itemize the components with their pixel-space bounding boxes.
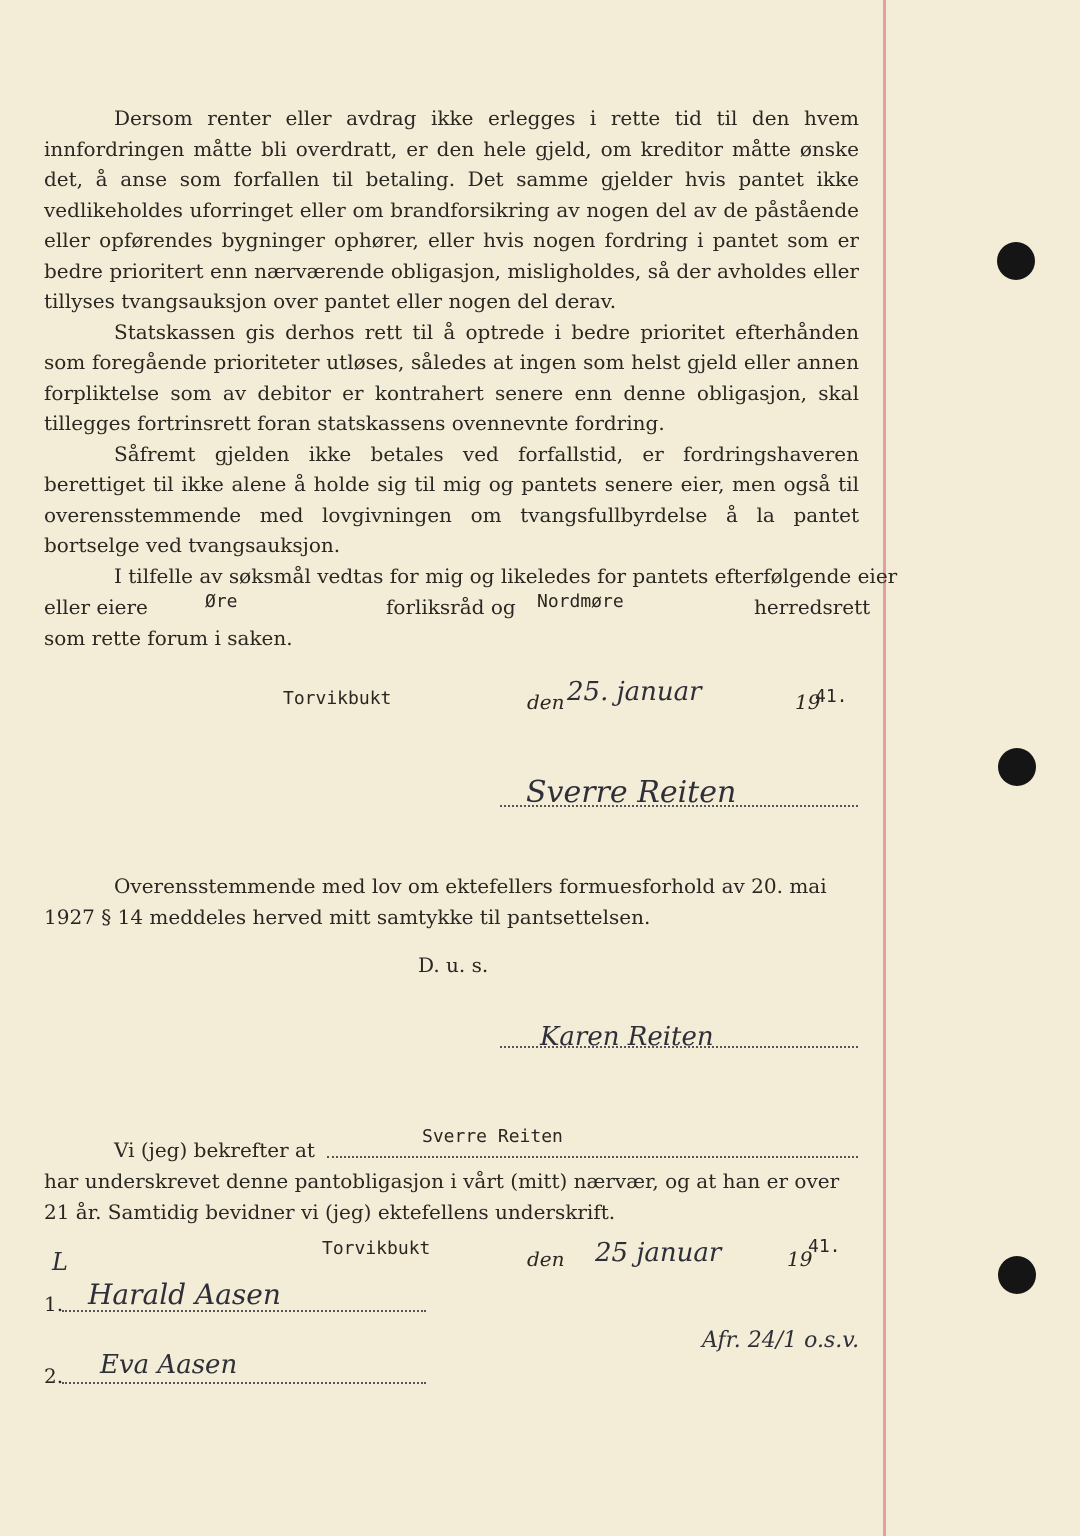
forum-line-3: som rette forum i saken. bbox=[44, 626, 293, 650]
signature-spouse: Karen Reiten bbox=[540, 1022, 714, 1052]
forum-line-1: I tilfelle av søksmål vedtas for mig og likeledes for pantets efterfølgende eier bbox=[114, 564, 898, 588]
witness-1-signature: Harald Aasen bbox=[88, 1278, 281, 1311]
red-margin-line bbox=[883, 0, 886, 1536]
witness-line-3: 21 år. Samtidig bevidner vi (jeg) ektefellens underskrift. bbox=[44, 1200, 616, 1224]
signature-line bbox=[500, 805, 858, 807]
witness-date-handwritten: 25 januar bbox=[595, 1238, 722, 1268]
witness-year-prefix: 19 bbox=[787, 1247, 813, 1271]
witness-1-number: 1. bbox=[44, 1292, 64, 1316]
witness-year-typed: 41. bbox=[808, 1236, 841, 1257]
witness-2-line bbox=[62, 1382, 426, 1384]
witness-name-typed: Sverre Reiten bbox=[422, 1126, 563, 1147]
signature-line bbox=[500, 1046, 858, 1048]
paragraph-default: Dersom renter eller avdrag ikke erlegges i rette tid til den hvem innfordringen måtte bli overdratt, er den hele gjeld, om kreditor måtte ønske det, å anse som forfallen til betaling. Det samme gjelder hvis pantet ikke vedlikeholdes uforringet eller om brandforsikring av nogen del av de påstående eller opførendes bygninger ophører, eller hvis nogen fordring i pantet som er bedre prioritert enn nærværende obligasjon, misligholdes, så der avholdes eller tillyses tvangsauksjon over pantet eller nogen del derav. bbox=[44, 106, 859, 313]
paragraph-priority: Statskassen gis derhos rett til å optrede i bedre prioritet efterhånden som foregående prioriteter utløses, således at ingen som helst gjeld eller annen forpliktelse som av debitor er kontrahert senere enn denne obligasjon, skal tillegges fortrinsrett foran statskassens ovennevnte fordring. bbox=[44, 319, 859, 435]
witness-place-typed: Torvikbukt bbox=[322, 1238, 431, 1259]
year-typed: 41. bbox=[815, 686, 848, 707]
punch-hole-icon bbox=[998, 1256, 1036, 1294]
witness-2-number: 2. bbox=[44, 1364, 64, 1388]
signature-debtor: Sverre Reiten bbox=[526, 775, 737, 810]
herredsrett-label: herredsrett bbox=[754, 595, 871, 619]
witness-line-2: har underskrevet denne pantobligasjon i vårt (mitt) nærvær, og at han er over bbox=[44, 1169, 840, 1193]
year-prefix: 19 bbox=[795, 690, 821, 714]
punch-hole-icon bbox=[997, 242, 1035, 280]
den-label: den bbox=[527, 690, 565, 714]
paragraph-enforcement: Såfremt gjelden ikke betales ved forfallstid, er fordringshaveren berettiget til ikke alene å holde sig til mig og pantets senere eier, men også til overensstemmende med lovgivningen om tvangsfullbyrdelse å la pantet bortselge ved tvangsauksjon. bbox=[44, 441, 859, 557]
handwritten-note: Afr. 24/1 o.s.v. bbox=[702, 1328, 860, 1353]
date-handwritten: 25. januar bbox=[567, 677, 702, 707]
forum-eller-eiere: eller eiere bbox=[44, 595, 148, 619]
forliksraad-label: forliksråd og bbox=[386, 595, 516, 619]
punch-hole-icon bbox=[998, 748, 1036, 786]
herredsrett-typed: Nordmøre bbox=[537, 591, 624, 612]
witness-1-line bbox=[62, 1310, 426, 1312]
name-line bbox=[327, 1156, 858, 1158]
consent-line-2: 1927 § 14 meddeles herved mitt samtykke til pantsettelsen. bbox=[44, 905, 651, 929]
dus-label: D. u. s. bbox=[418, 953, 489, 977]
witness-mark: L bbox=[52, 1248, 68, 1276]
place-typed: Torvikbukt bbox=[283, 688, 392, 709]
witness-intro: Vi (jeg) bekrefter at bbox=[114, 1138, 315, 1162]
terms-text bbox=[44, 103, 859, 561]
forliksraad-typed: Øre bbox=[205, 591, 238, 612]
witness-2-signature: Eva Aasen bbox=[100, 1350, 238, 1380]
witness-den-label: den bbox=[527, 1247, 565, 1271]
consent-line-1: Overensstemmende med lov om ektefellers formuesforhold av 20. mai bbox=[114, 874, 827, 898]
